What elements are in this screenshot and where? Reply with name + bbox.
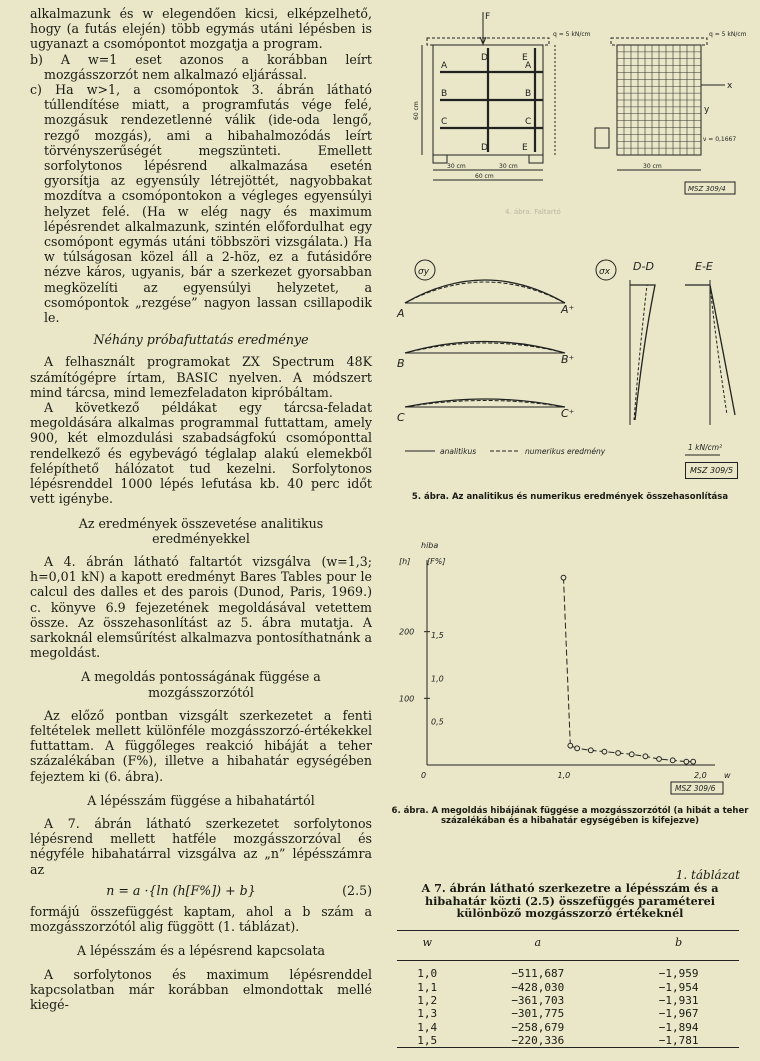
curve-a-analytic	[405, 280, 565, 303]
support-right	[529, 155, 543, 163]
label-axis-y: y	[704, 105, 710, 115]
label-C-plus: C⁺	[561, 407, 575, 420]
table-row	[397, 1021, 739, 1034]
table-header-w: w	[397, 931, 457, 961]
label-B-left: B	[441, 89, 448, 99]
table-row	[397, 1034, 739, 1048]
label-A-plus: A⁺	[561, 303, 575, 316]
table-cell-w: 1,4	[417, 1020, 438, 1034]
heading-step-order: A lépésszám és a lépésrend kapcsolata	[76, 943, 326, 959]
series-line	[564, 578, 694, 762]
left-column	[30, 6, 372, 1012]
right-column	[385, 0, 750, 1061]
table-cell-w: 1,1	[417, 980, 438, 994]
data-point	[561, 575, 566, 580]
label-load-left: q = 5 kN/cm	[553, 31, 591, 38]
data-point	[588, 748, 593, 753]
table-cell-b: −1,959	[658, 967, 699, 981]
label-D-top: D	[481, 53, 488, 63]
paragraph-intro: alkalmazunk és w elegendően kicsi, elképzelhető, hogy (a futás elején) több egymás utáni lépésben is ugyanazt a csomópontot mozgatja a program.	[30, 6, 372, 52]
table-cell-w: 1,0	[417, 967, 438, 981]
table-cell-b: −1,931	[658, 994, 699, 1007]
label-dd: D-D	[633, 260, 654, 273]
table-cell-a: −511,687	[511, 967, 565, 981]
heading-step-count: A lépésszám függése a hibahatártól	[87, 792, 315, 808]
paragraph-accuracy: Az előző pontban vizsgált szerkezetet a fenti feltételek mellett különféle mozgásszorzó-értékekkel futtattam. A függőleges reakció hibáját a teher százalékában (F%), illetve a hibahatár egységében fejeztem ki (6. ábra).	[30, 707, 372, 784]
label-30cm-right: 30 cm	[643, 163, 662, 170]
label-60cm: 60 cm	[475, 173, 494, 180]
table-row	[397, 961, 739, 981]
label-C-right: C	[525, 117, 532, 127]
paragraph-step-count: A 7. ábrán látható szerkezetet sorfolytonos lépésrend mellett hatféle mozgásszorzóval és négyféle hibahatárral vizsgálva az „n” lépésszámra az	[30, 815, 372, 877]
figure-6-chart	[385, 530, 750, 800]
table-cell-a: −258,679	[511, 1020, 565, 1034]
support-detail	[595, 128, 609, 148]
figure-5	[385, 225, 750, 465]
table-cell-b: −1,781	[618, 1034, 739, 1048]
label-height: 60 cm	[413, 101, 420, 120]
label-B: B	[397, 357, 405, 370]
support-left	[433, 155, 447, 163]
stamp-fig6: MSZ 309/6	[675, 784, 716, 793]
paragraph-program: A felhasznált programokat ZX Spectrum 48K számítógépre írtam, BASIC nyelven. A módszert mind tárcsa, mind lemezfeladaton kipróbáltam.	[30, 354, 372, 400]
table-cell-b: −1,954	[658, 980, 699, 994]
paragraph-step-order: A sorfolytonos és maximum lépésrenddel kapcsolatban már korábban elmondottak mellé kiegé-	[30, 966, 372, 1012]
curve-a-numeric	[405, 282, 565, 303]
label-sigma-y: σy	[418, 267, 430, 277]
data-point	[643, 754, 648, 759]
paragraph-formula: formájú összefüggést kaptam, ahol a b szám a mozgásszorzótól alig függött (1. táblázat).	[30, 903, 372, 935]
label-A: A	[397, 307, 405, 320]
table-row	[397, 1007, 739, 1020]
heading-accuracy: A megoldás pontosságának függése a mozgásszorzótól	[81, 669, 321, 700]
label-A-right: A	[525, 61, 532, 71]
equation-expression: n = a ·{ln (h[F%]) + b}	[106, 882, 256, 898]
table-cell-a: −301,775	[511, 1007, 565, 1021]
data-point	[575, 746, 580, 751]
data-point	[568, 743, 573, 748]
data-point	[629, 752, 634, 757]
table-cell-a: −361,703	[511, 994, 565, 1007]
table-header-a: a	[457, 931, 618, 961]
list-item-c: c) Ha w>1, a csomópontok 3. ábrán látható túllendítése miatt, a programfutás vége felé, mozgásuk rendezetlenné válik (ide-oda lengő, rezgő mozgás), ami a hibahalmozódás leírt törvényszerűségét megszünteti. Emellett sorfolytonos lépésrend alkalmazása esetén gyorsítja az egyensúly létrejöttét, nagyobbakat mozdítva a csomópontokon a végleges egyensúlyi helyzet felé. (Ha w elég nagy és maximum lépésrendet alkalmazunk, szintén előfordulhat egy csomópont egymás utáni többszöri vizsgálata.) Ha w túlságosan közel áll a 2-höz, ez a futásidőre nézve káros, ugyanis, bár a szerkezet gyorsabban megközelíti az egyensúlyi helyzetet, a csomópontok „rezgése” nagyon lassan csillapodik le.	[30, 82, 372, 326]
y-tick-label-f: 1,0	[431, 674, 444, 684]
paragraph-examples: A következő példákat egy tárcsa-feladat megoldására alkalmas programmal futtattam, amely 900, két elmozdulási szabadságfokú csomóponttal rendelkező és egybevágó téglalap alakú elemekből felépíthető hálózatot tud kezelni. Sorfolytonos lépésrenddel 1000 lépés lefutása kb. 40 perc időt vett igénybe.	[30, 400, 372, 507]
y-tick-label-f: 0,5	[431, 717, 444, 727]
table-row	[397, 981, 739, 994]
stamp-fig5: MSZ 309/5	[685, 462, 738, 479]
label-A-left: A	[441, 61, 448, 71]
label-axis-x: x	[727, 81, 733, 91]
equation-2-5	[30, 883, 372, 898]
table-cell-b: −1,894	[658, 1020, 699, 1034]
curve-dd-numeric	[630, 285, 647, 420]
table-cell-w: 1,5	[397, 1034, 457, 1048]
label-C-left: C	[441, 117, 448, 127]
label-B-plus: B⁺	[561, 353, 575, 366]
chart-yunits-f: [F%]	[427, 557, 446, 566]
table-cell-a: −428,030	[511, 980, 565, 994]
table-title: A 7. ábrán látható szerkezetre a lépésszám és a hibahatár közti (2.5) összefüggés paraméterei különböző mozgásszorzó értékeknél	[421, 881, 719, 920]
equation-number: (2.5)	[342, 882, 372, 898]
load-strip-left	[427, 38, 549, 45]
load-strip-right	[611, 38, 707, 45]
data-point	[602, 749, 607, 754]
label-E-bottom: E	[522, 143, 528, 153]
label-C: C	[397, 411, 405, 424]
legend-analytic: analitikus	[440, 447, 477, 456]
curve-c-numeric	[405, 401, 565, 408]
data-point	[657, 757, 662, 762]
chart-yunits-h: [h]	[399, 557, 411, 566]
label-30cm-b: 30 cm	[499, 163, 518, 170]
curve-b-numeric	[405, 343, 565, 353]
x-tick-label: 1,0	[557, 771, 571, 780]
label-D-bottom: D	[481, 143, 488, 153]
heading-test-runs: Néhány próbafuttatás eredménye	[93, 332, 309, 348]
legend-numeric: numerikus eredmény	[525, 447, 606, 456]
x-tick-label: 2,0	[694, 771, 707, 780]
table-number: 1. táblázat	[675, 868, 740, 882]
table-cell-w: 1,3	[417, 1007, 438, 1021]
table-cell-a: −220,336	[457, 1034, 618, 1048]
figure-4	[385, 0, 750, 225]
y-tick-label-f: 1,5	[431, 631, 444, 640]
label-nu: ν = 0,1667	[703, 136, 737, 143]
list-item-b: b) A w=1 eset azonos a korábban leírt mozgásszorzót nem alkalmazó eljárással.	[30, 51, 372, 82]
label-E-top: E	[522, 53, 528, 63]
curve-dd	[630, 285, 655, 420]
curve-ee-numeric	[691, 285, 727, 415]
y-tick-label-h: 100	[399, 694, 415, 704]
caption-fig5: 5. ábra. Az analitikus és numerikus eredmények összehasonlítása	[411, 492, 729, 502]
chart-xlabel: w	[724, 771, 731, 780]
heading-comparison: Az eredmények összevetése analitikus eredményekkel	[78, 515, 324, 546]
table-row	[397, 994, 739, 1007]
label-30cm-a: 30 cm	[447, 163, 466, 170]
data-point	[616, 751, 621, 756]
y-tick-label-h: 200	[399, 627, 415, 637]
data-point	[691, 759, 696, 764]
data-point	[684, 759, 689, 764]
label-scale: 1 kN/cm²	[688, 443, 723, 452]
table-1	[397, 930, 739, 1048]
table-header-b: b	[618, 931, 739, 961]
caption-fig4-faded: 4. ábra. Faltartó	[505, 208, 561, 216]
label-F: F	[485, 12, 491, 22]
x-tick-label: 0	[421, 771, 427, 780]
chart-ylabel: hiba	[421, 541, 439, 550]
caption-fig6: 6. ábra. A megoldás hibájának függése a mozgásszorzótól (a hibát a teher százalékában és a hibahatár egységében is kifejezve)	[391, 806, 749, 826]
label-ee: E-E	[695, 260, 713, 273]
paragraph-comparison: A 4. ábrán látható faltartót vizsgálva (w=1,3; h=0,01 kN) a kapott eredményt Bares Tables pour le calcul des dalles et des parois (Dunod, Paris, 1969.) c. könyve 6.9 fejezetének megoldásával vetettem össze. Az összehasonlítást az 5. ábra mutatja. A sarkoknál elemsűrítést alkalmazva pontosíthatnánk a megoldást.	[30, 553, 372, 661]
label-load-right: q = 5 kN/cm	[709, 31, 747, 38]
data-point	[670, 758, 675, 763]
table-cell-w: 1,2	[417, 994, 438, 1007]
table-cell-b: −1,967	[658, 1007, 699, 1021]
label-sigma-x: σx	[599, 267, 611, 277]
table-header-row	[397, 931, 739, 961]
stamp-fig4: MSZ 309/4	[688, 185, 726, 193]
label-B-right: B	[525, 89, 532, 99]
